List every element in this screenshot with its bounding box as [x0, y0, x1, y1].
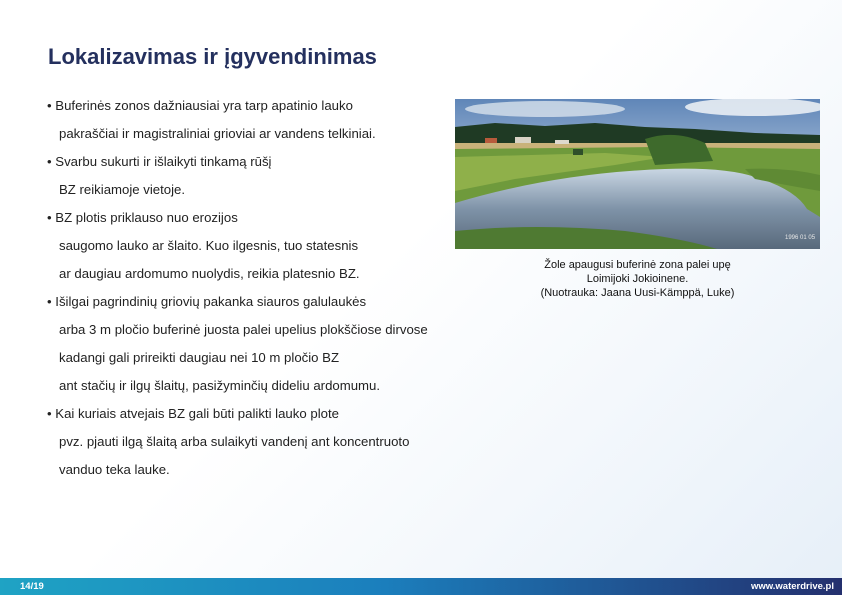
- website-link[interactable]: www.waterdrive.pl: [750, 581, 834, 592]
- bullet-line: ant stačių ir ilgų šlaitų, pasižyminčių dideliu ardomumu.: [59, 378, 381, 393]
- caption-line: Loimijoki Jokioinene.: [586, 273, 689, 285]
- photo-caption: [455, 258, 820, 300]
- bullet-line: • Buferinės zonos dažniausiai yra tarp apatinio lauko: [47, 98, 353, 113]
- footer-bar: [0, 578, 842, 595]
- bullet-line: pvz. pjauti ilgą šlaitą arba sulaikyti vandenį ant koncentruoto: [59, 434, 410, 449]
- page-title: Lokalizavimas ir įgyvendinimas: [48, 44, 377, 69]
- bullet-line: vanduo teka lauke.: [59, 462, 170, 477]
- caption-line: (Nuotrauka: Jaana Uusi-Kämppä, Luke): [540, 287, 735, 299]
- caption-line: Žole apaugusi buferinė zona palei upę: [544, 259, 731, 271]
- bullet-line: ar daugiau ardomumo nuolydis, reikia platesnio BZ.: [59, 266, 360, 281]
- bullet-line: pakraščiai ir magistraliniai grioviai ar vandens telkiniai.: [59, 126, 376, 141]
- bullet-line: kadangi gali prireikti daugiau nei 10 m pločio BZ: [59, 350, 340, 365]
- bullet-line: • Išilgai pagrindinių griovių pakanka siauros galulaukės: [47, 294, 367, 309]
- bullet-line: • BZ plotis priklauso nuo erozijos: [47, 210, 238, 225]
- bullet-list: [47, 92, 467, 484]
- bullet-line: • Svarbu sukurti ir išlaikyti tinkamą rūšį: [47, 154, 272, 169]
- buffer-zone-photo: [455, 99, 820, 249]
- bullet-line: • Kai kuriais atvejais BZ gali būti palikti lauko plote: [47, 406, 339, 421]
- bullet-line: BZ reikiamoje vietoje.: [59, 182, 186, 197]
- photo-date-stamp: 1996 01 05: [785, 235, 816, 241]
- page-number: 14/19: [20, 581, 44, 592]
- bullet-line: saugomo lauko ar šlaito. Kuo ilgesnis, tuo statesnis: [59, 238, 359, 253]
- bullet-line: arba 3 m pločio buferinė juosta palei upelius plokščiose dirvose: [59, 322, 428, 337]
